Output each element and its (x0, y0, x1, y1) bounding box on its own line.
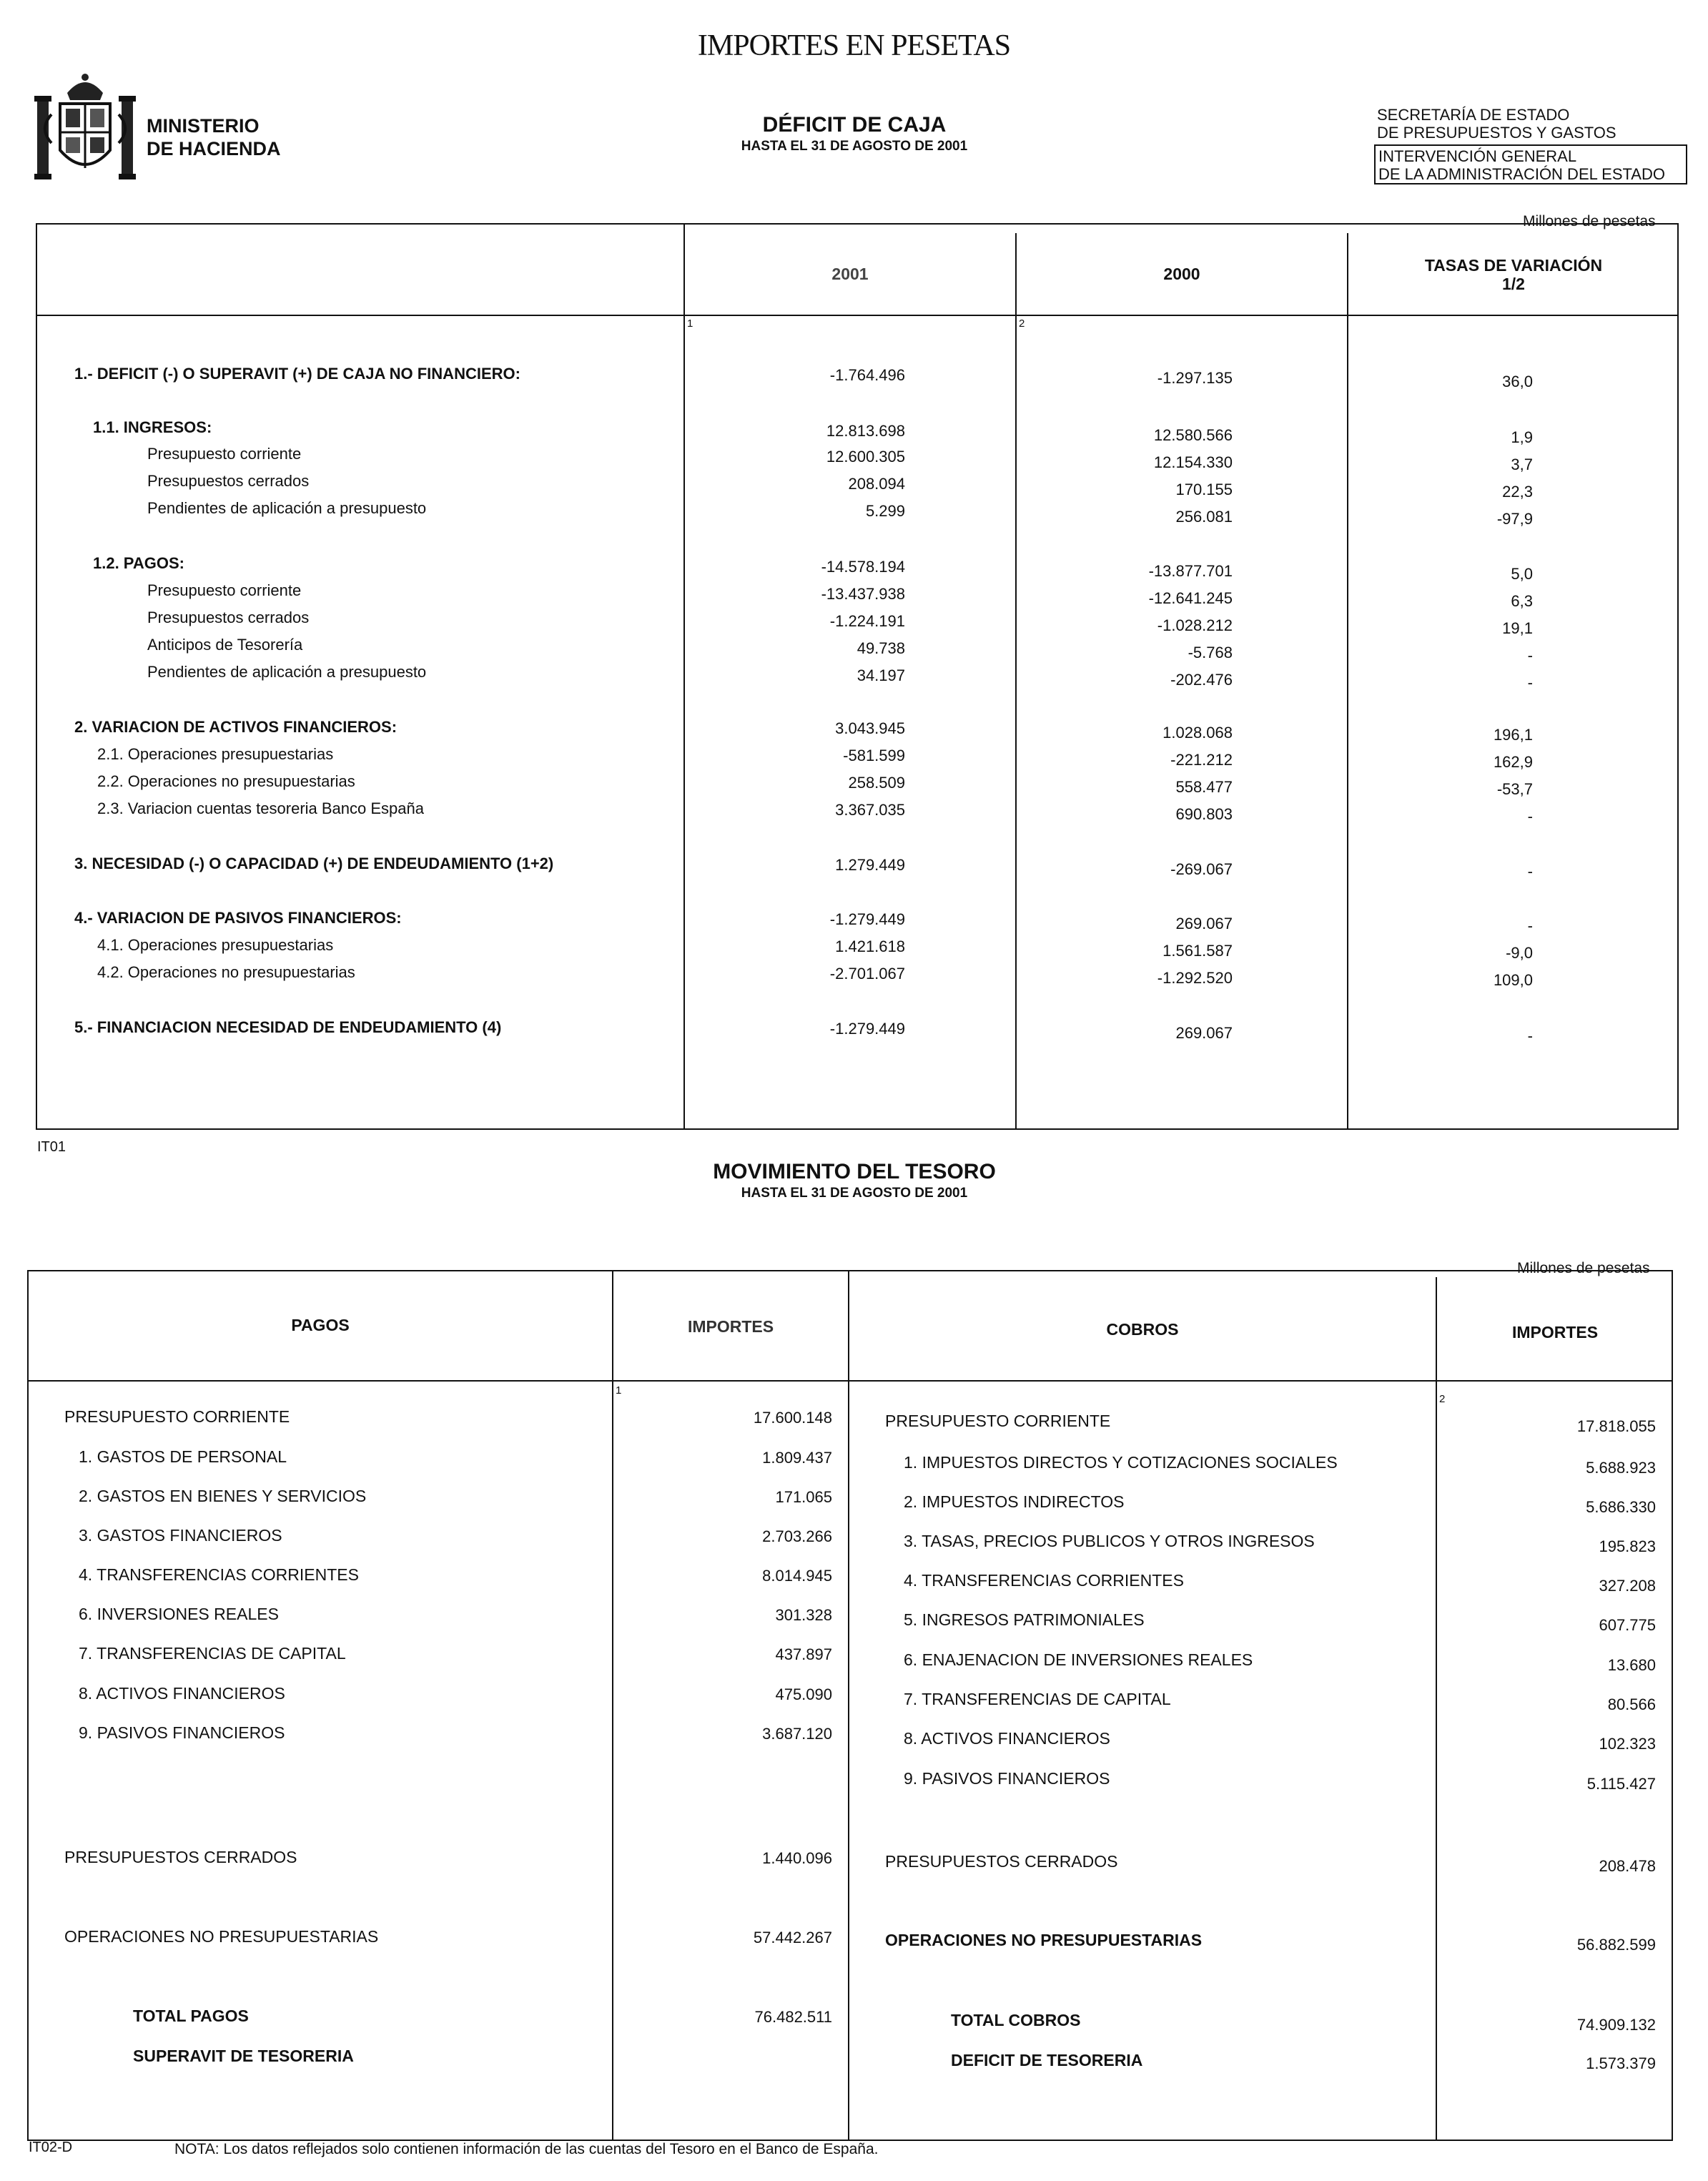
deficit-row-rate: - (1527, 674, 1533, 691)
tesoro-col-cobros: COBROS (1106, 1320, 1179, 1339)
tesoro-col-divider-2 (848, 1270, 849, 2141)
cobros-row-value: 195.823 (1599, 1537, 1656, 1555)
pagos-row-label: 9. PASIVOS FINANCIEROS (79, 1723, 285, 1742)
cobros-row-label: PRESUPUESTO CORRIENTE (885, 1412, 1111, 1430)
pagos-row-label: PRESUPUESTOS CERRADOS (64, 1848, 297, 1866)
deficit-row-rate: - (1527, 862, 1533, 880)
deficit-row-label: Presupuesto corriente (147, 581, 302, 599)
deficit-row-value-2000: -5.768 (1188, 644, 1233, 661)
deficit-row-value-2001: -2.701.067 (829, 965, 905, 983)
deficit-row-value-2001: 258.509 (848, 774, 905, 792)
deficit-row-value-2000: 269.067 (1175, 915, 1233, 932)
pagos-row-label: 6. INVERSIONES REALES (79, 1605, 279, 1623)
deficit-row-rate: 6,3 (1511, 592, 1533, 610)
ministry-name (147, 114, 281, 160)
deficit-row-rate: 36,0 (1502, 373, 1533, 390)
deficit-row-value-2000: 1.561.587 (1162, 942, 1233, 960)
tesoro-col-divider-1 (612, 1270, 613, 2141)
deficit-row-value-2001: 5.299 (865, 502, 905, 520)
ministry-line-2: DE HACIENDA (147, 138, 281, 159)
deficit-row-label: Pendientes de aplicación a presupuesto (147, 499, 427, 517)
deficit-row-rate: - (1527, 807, 1533, 825)
deficit-row-rate: 22,3 (1502, 483, 1533, 501)
deficit-row-value-2001: 3.043.945 (835, 719, 905, 737)
cobros-row-label: DEFICIT DE TESORERIA (951, 2051, 1143, 2069)
deficit-row-value-2001: -13.437.938 (821, 585, 905, 603)
deficit-row-rate: - (1527, 646, 1533, 664)
deficit-row-label: Presupuesto corriente (147, 445, 302, 463)
cobros-row-label: 6. ENAJENACION DE INVERSIONES REALES (904, 1650, 1253, 1669)
pagos-row-label: PRESUPUESTO CORRIENTE (64, 1407, 290, 1426)
pagos-row-label: OPERACIONES NO PRESUPUESTARIAS (64, 1927, 379, 1946)
pagos-row-value: 301.328 (775, 1606, 832, 1624)
deficit-row-value-2000: -1.297.135 (1157, 369, 1233, 387)
deficit-row-value-2001: -1.764.496 (829, 366, 905, 384)
deficit-row-value-2001: 34.197 (857, 666, 905, 684)
pagos-row-label: 4. TRANSFERENCIAS CORRIENTES (79, 1565, 359, 1584)
deficit-row-label: 2. VARIACION DE ACTIVOS FINANCIEROS: (74, 718, 398, 736)
pagos-row-value: 76.482.511 (754, 2008, 832, 2026)
deficit-col-2001: 2001 (831, 265, 869, 283)
cobros-row-label: 1. IMPUESTOS DIRECTOS Y COTIZACIONES SOCIALES (904, 1453, 1338, 1472)
deficit-col-divider-3 (1347, 233, 1348, 1130)
intervencion-box (1374, 144, 1687, 184)
deficit-row-value-2000: -221.212 (1170, 751, 1233, 769)
deficit-col-rate (1348, 256, 1679, 293)
cobros-row-label: 7. TRANSFERENCIAS DE CAPITAL (904, 1690, 1171, 1708)
pagos-row-label: SUPERAVIT DE TESORERIA (133, 2047, 354, 2065)
deficit-row-value-2000: 558.477 (1175, 778, 1233, 796)
cobros-row-value: 607.775 (1599, 1616, 1656, 1634)
deficit-row-rate: 1,9 (1511, 428, 1533, 446)
deficit-row-value-2000: -269.067 (1170, 860, 1233, 878)
cobros-row-value: 1.573.379 (1586, 2054, 1656, 2072)
deficit-row-value-2001: -14.578.194 (821, 558, 905, 576)
deficit-row-value-2001: 12.813.698 (826, 422, 905, 440)
deficit-row-value-2001: 49.738 (857, 639, 905, 657)
deficit-row-value-2000: -13.877.701 (1148, 562, 1233, 580)
pagos-row-value: 437.897 (775, 1645, 832, 1663)
pagos-row-label: 7. TRANSFERENCIAS DE CAPITAL (79, 1644, 346, 1663)
pagos-row-value: 57.442.267 (753, 1929, 832, 1946)
deficit-col-divider-1 (683, 223, 685, 1130)
cobros-row-value: 327.208 (1599, 1577, 1656, 1595)
deficit-row-label: 1.- DEFICIT (-) O SUPERAVIT (+) DE CAJA NO FINANCIERO: (74, 365, 520, 383)
deficit-row-label: Presupuestos cerrados (147, 609, 310, 626)
deficit-header-divider (36, 315, 1679, 316)
pagos-row-value: 1.809.437 (762, 1449, 832, 1467)
deficit-col-num-1: 1 (687, 317, 693, 330)
secretaria-block (1377, 106, 1616, 142)
pagos-row-value: 17.600.148 (753, 1409, 832, 1427)
tesoro-units: Millones de pesetas (1517, 1260, 1650, 1276)
deficit-row-label: Anticipos de Tesorería (147, 636, 303, 654)
pagos-row-value: 171.065 (775, 1488, 832, 1506)
deficit-row-rate: - (1527, 1027, 1533, 1045)
pagos-row-value: 1.440.096 (762, 1849, 832, 1867)
deficit-row-value-2001: -581.599 (843, 747, 905, 764)
deficit-row-label: 2.1. Operaciones presupuestarias (97, 745, 334, 763)
deficit-col-2000: 2000 (1163, 265, 1200, 283)
cobros-row-label: 3. TASAS, PRECIOS PUBLICOS Y OTROS INGRESOS (904, 1532, 1315, 1550)
pagos-row-label: TOTAL PAGOS (133, 2007, 249, 2025)
deficit-row-label: 2.2. Operaciones no presupuestarias (97, 772, 355, 790)
deficit-col-rate-sub: 1/2 (1502, 275, 1525, 293)
pagos-row-value: 2.703.266 (762, 1527, 832, 1545)
deficit-row-rate: 5,0 (1511, 565, 1533, 583)
deficit-row-label: 4.2. Operaciones no presupuestarias (97, 963, 355, 981)
cobros-row-value: 5.688.923 (1586, 1459, 1656, 1477)
pagos-row-label: 1. GASTOS DE PERSONAL (79, 1447, 287, 1466)
tesoro-col-importes-1: IMPORTES (687, 1317, 774, 1336)
intervencion-line-1: INTERVENCIÓN GENERAL (1378, 147, 1577, 165)
deficit-subtitle: HASTA EL 31 DE AGOSTO DE 2001 (741, 139, 968, 154)
deficit-row-value-2000: 12.580.566 (1153, 426, 1233, 444)
deficit-row-label: 3. NECESIDAD (-) O CAPACIDAD (+) DE ENDEUDAMIENTO (1+2) (74, 855, 554, 872)
page-heading: IMPORTES EN PESETAS (697, 29, 1011, 62)
cobros-row-label: TOTAL COBROS (951, 2011, 1081, 2029)
deficit-col-num-2: 2 (1019, 317, 1025, 330)
deficit-row-label: 4.- VARIACION DE PASIVOS FINANCIEROS: (74, 909, 402, 927)
deficit-row-value-2000: -1.028.212 (1157, 616, 1233, 634)
coat-of-arms-icon (31, 72, 139, 186)
tesoro-col-divider-3 (1436, 1277, 1437, 2141)
tesoro-code: IT02-D (29, 2140, 73, 2155)
cobros-row-value: 5.686.330 (1586, 1498, 1656, 1516)
secretaria-line-2: DE PRESUPUESTOS Y GASTOS (1377, 124, 1616, 142)
deficit-row-label: 1.2. PAGOS: (93, 554, 184, 572)
deficit-row-value-2000: -1.292.520 (1157, 969, 1233, 987)
deficit-row-rate: 109,0 (1493, 971, 1533, 989)
deficit-row-value-2001: 3.367.035 (835, 801, 905, 819)
cobros-row-value: 80.566 (1607, 1695, 1656, 1713)
cobros-row-value: 56.882.599 (1576, 1936, 1656, 1954)
ministry-line-1: MINISTERIO (147, 115, 260, 137)
cobros-row-value: 5.115.427 (1586, 1775, 1656, 1793)
deficit-row-value-2001: 1.421.618 (835, 937, 905, 955)
tesoro-subtitle: HASTA EL 31 DE AGOSTO DE 2001 (741, 1186, 968, 1201)
deficit-row-value-2001: 12.600.305 (826, 448, 905, 466)
tesoro-col-importes-2: IMPORTES (1511, 1323, 1599, 1341)
tesoro-note: NOTA: Los datos reflejados solo contienen información de las cuentas del Tesoro en el Banco de España. (174, 2141, 879, 2157)
deficit-row-rate: 162,9 (1493, 753, 1533, 771)
cobros-row-label: 8. ACTIVOS FINANCIEROS (904, 1729, 1110, 1748)
deficit-title: DÉFICIT DE CAJA (762, 113, 947, 137)
deficit-row-value-2001: 208.094 (848, 475, 905, 493)
deficit-col-rate-label: TASAS DE VARIACIÓN (1424, 256, 1603, 275)
pagos-row-value: 8.014.945 (762, 1567, 832, 1585)
deficit-row-label: Pendientes de aplicación a presupuesto (147, 663, 427, 681)
tesoro-col-num-2: 2 (1439, 1393, 1446, 1405)
secretaria-line-1: SECRETARÍA DE ESTADO (1377, 106, 1570, 124)
tesoro-col-num-1: 1 (616, 1384, 622, 1397)
pagos-row-label: 3. GASTOS FINANCIEROS (79, 1526, 282, 1545)
deficit-row-label: 2.3. Variacion cuentas tesoreria Banco España (97, 799, 424, 817)
tesoro-table (27, 1270, 1673, 2141)
deficit-units: Millones de pesetas (1523, 213, 1656, 230)
deficit-row-value-2001: -1.224.191 (829, 612, 905, 630)
deficit-row-rate: -97,9 (1496, 510, 1533, 528)
deficit-row-label: 4.1. Operaciones presupuestarias (97, 936, 334, 954)
cobros-row-value: 17.818.055 (1576, 1417, 1656, 1435)
pagos-row-label: 2. GASTOS EN BIENES Y SERVICIOS (79, 1487, 367, 1505)
deficit-row-value-2001: -1.279.449 (829, 910, 905, 928)
deficit-row-value-2000: -12.641.245 (1148, 589, 1233, 607)
deficit-row-value-2000: 1.028.068 (1162, 724, 1233, 742)
pagos-row-value: 3.687.120 (762, 1725, 832, 1743)
tesoro-title: MOVIMIENTO DEL TESORO (713, 1160, 996, 1183)
cobros-row-label: 2. IMPUESTOS INDIRECTOS (904, 1492, 1125, 1511)
pagos-row-label: 8. ACTIVOS FINANCIEROS (79, 1684, 285, 1703)
deficit-row-value-2001: 1.279.449 (835, 856, 905, 874)
deficit-row-rate: -53,7 (1496, 780, 1533, 798)
deficit-row-rate: 3,7 (1511, 456, 1533, 473)
deficit-row-value-2000: 256.081 (1175, 508, 1233, 526)
cobros-row-value: 102.323 (1599, 1735, 1656, 1753)
cobros-row-value: 74.909.132 (1576, 2016, 1656, 2034)
deficit-row-label: 1.1. INGRESOS: (93, 418, 212, 436)
tesoro-header-divider (27, 1380, 1673, 1382)
tesoro-col-pagos: PAGOS (291, 1316, 350, 1334)
pagos-row-value: 475.090 (775, 1685, 832, 1703)
cobros-row-label: 9. PASIVOS FINANCIEROS (904, 1769, 1110, 1788)
deficit-col-divider-2 (1015, 233, 1017, 1130)
deficit-row-value-2000: 12.154.330 (1153, 453, 1233, 471)
deficit-code: IT01 (37, 1139, 66, 1155)
deficit-row-label: Presupuestos cerrados (147, 472, 310, 490)
deficit-row-rate: 19,1 (1502, 619, 1533, 637)
cobros-row-label: 5. INGRESOS PATRIMONIALES (904, 1610, 1145, 1629)
cobros-row-label: PRESUPUESTOS CERRADOS (885, 1852, 1118, 1871)
cobros-row-label: 4. TRANSFERENCIAS CORRIENTES (904, 1571, 1184, 1590)
deficit-row-label: 5.- FINANCIACION NECESIDAD DE ENDEUDAMIENTO (4) (74, 1018, 502, 1036)
deficit-row-rate: 196,1 (1493, 726, 1533, 744)
cobros-row-label: OPERACIONES NO PRESUPUESTARIAS (885, 1931, 1203, 1949)
cobros-row-value: 13.680 (1607, 1656, 1656, 1674)
deficit-row-value-2001: -1.279.449 (829, 1020, 905, 1038)
deficit-row-value-2000: 690.803 (1175, 805, 1233, 823)
deficit-row-value-2000: 170.155 (1175, 481, 1233, 498)
deficit-row-rate: - (1527, 917, 1533, 935)
intervencion-line-2: DE LA ADMINISTRACIÓN DEL ESTADO (1378, 165, 1665, 183)
deficit-row-rate: -9,0 (1506, 944, 1533, 962)
deficit-row-value-2000: -202.476 (1170, 671, 1233, 689)
cobros-row-value: 208.478 (1599, 1857, 1656, 1875)
deficit-row-value-2000: 269.067 (1175, 1024, 1233, 1042)
